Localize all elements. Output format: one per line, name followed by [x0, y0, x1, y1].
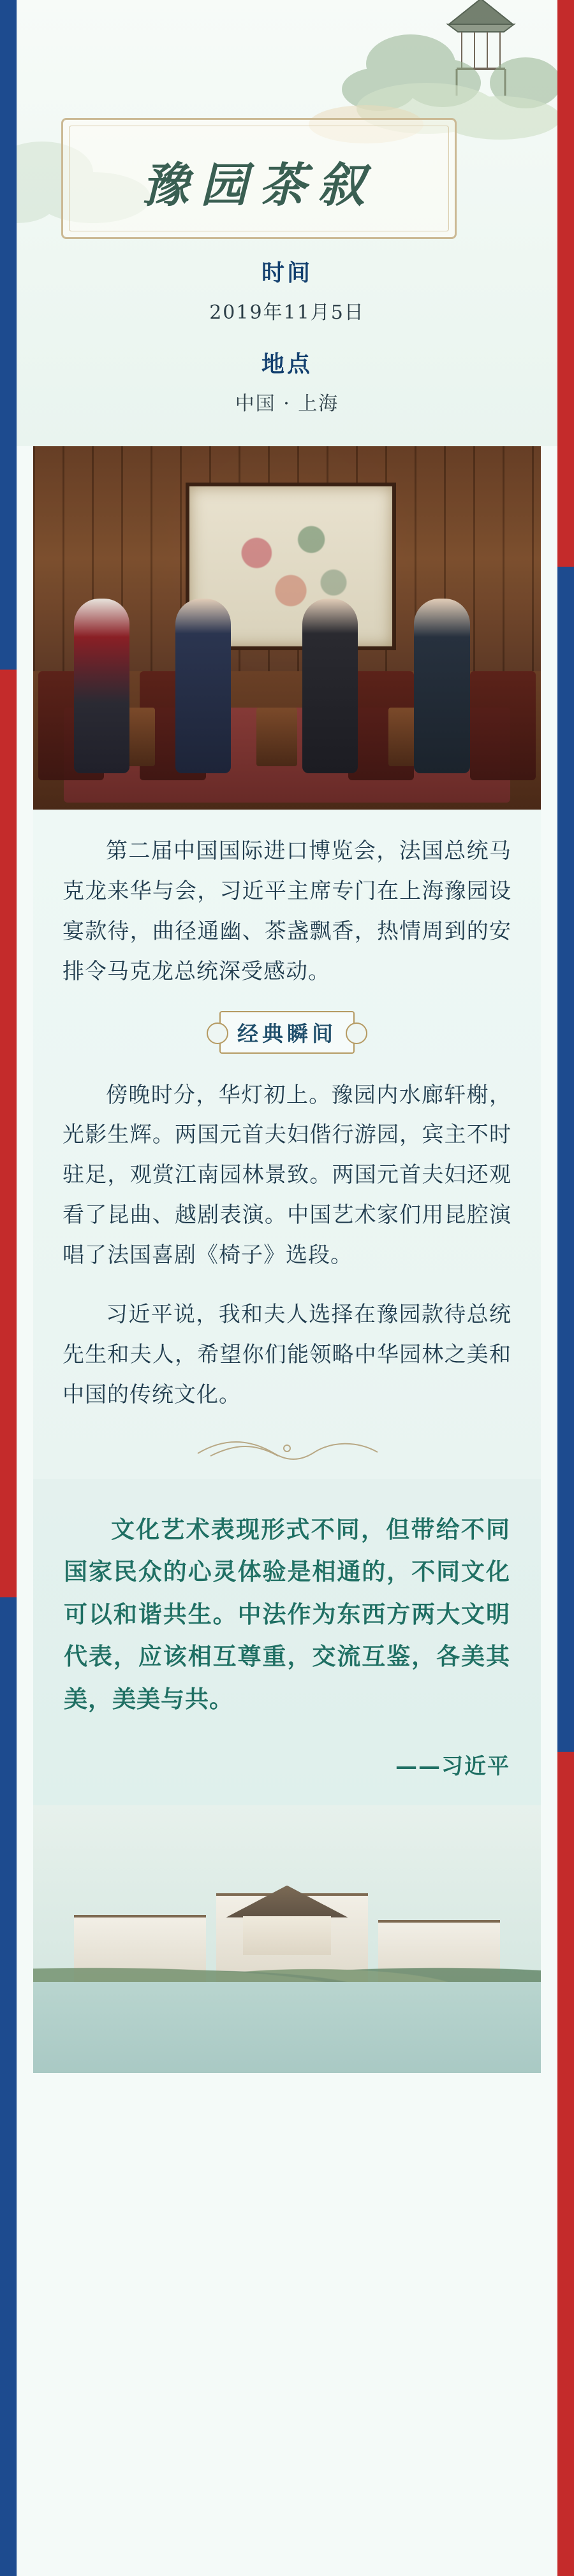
- time-label: 时间: [261, 259, 313, 286]
- photo-person: [414, 599, 470, 773]
- scroll-divider-icon: [191, 1434, 383, 1464]
- quote-attribution: ——习近平: [395, 1753, 510, 1779]
- main-photo: [33, 446, 541, 810]
- photo-person: [302, 599, 358, 773]
- section-paragraph: 傍晚时分，华灯初上。豫园内水廊轩榭，光影生辉。两国元首夫妇偕行游园，宾主不时驻足，观赏江南园林景致。两国元首夫妇还观看了昆曲、越剧表演。中国艺术家们用昆腔演唱了法国喜剧《椅子》选段。: [63, 1082, 511, 1269]
- section-paragraph: 习近平说，我和夫人选择在豫园款待总统先生和夫人，希望你们能领略中华园林之美和中国的传统文化。: [63, 1302, 511, 1408]
- ornamental-divider: [63, 1434, 511, 1473]
- article-body: [33, 810, 541, 1479]
- highlight-quote: [33, 1479, 541, 1805]
- page-title: 豫园茶叙: [142, 158, 376, 213]
- photo-person: [175, 599, 232, 773]
- section-title-text: 经典瞬间: [219, 1011, 355, 1054]
- time-value: 2019年11月5日: [209, 302, 365, 324]
- photo-chair: [470, 671, 536, 780]
- right-decorative-band: [557, 0, 574, 2576]
- section-heading: [63, 1011, 511, 1054]
- photo-person: [74, 599, 130, 773]
- footer-pavilion-roof: [226, 1886, 348, 1917]
- photo-side-table: [256, 708, 297, 766]
- footer-photo: [33, 1805, 541, 2073]
- article-content: [17, 0, 557, 2576]
- quote-text: 文化艺术表现形式不同，但带给不同国家民众的心灵体验是相通的，不同文化可以和谐共生。中法作为东西方两大文明代表，应该相互尊重，交流互鉴，各美其美，美美与共。: [64, 1515, 510, 1714]
- title-plaque: [61, 118, 457, 239]
- left-decorative-band: [0, 0, 17, 2576]
- header-banner: [17, 0, 557, 446]
- event-meta: [17, 255, 557, 437]
- place-label: 地点: [261, 351, 313, 377]
- place-value: 中国 · 上海: [235, 393, 339, 415]
- intro-paragraph: 第二届中国国际进口博览会，法国总统马克龙来华与会，习近平主席专门在上海豫园设宴款待，曲径通幽、茶盏飘香，热情周到的安排令马克龙总统深受感动。: [63, 838, 511, 984]
- footer-pavilion: [226, 1886, 348, 1955]
- footer-water: [33, 1982, 541, 2073]
- photo-scene: [33, 446, 541, 810]
